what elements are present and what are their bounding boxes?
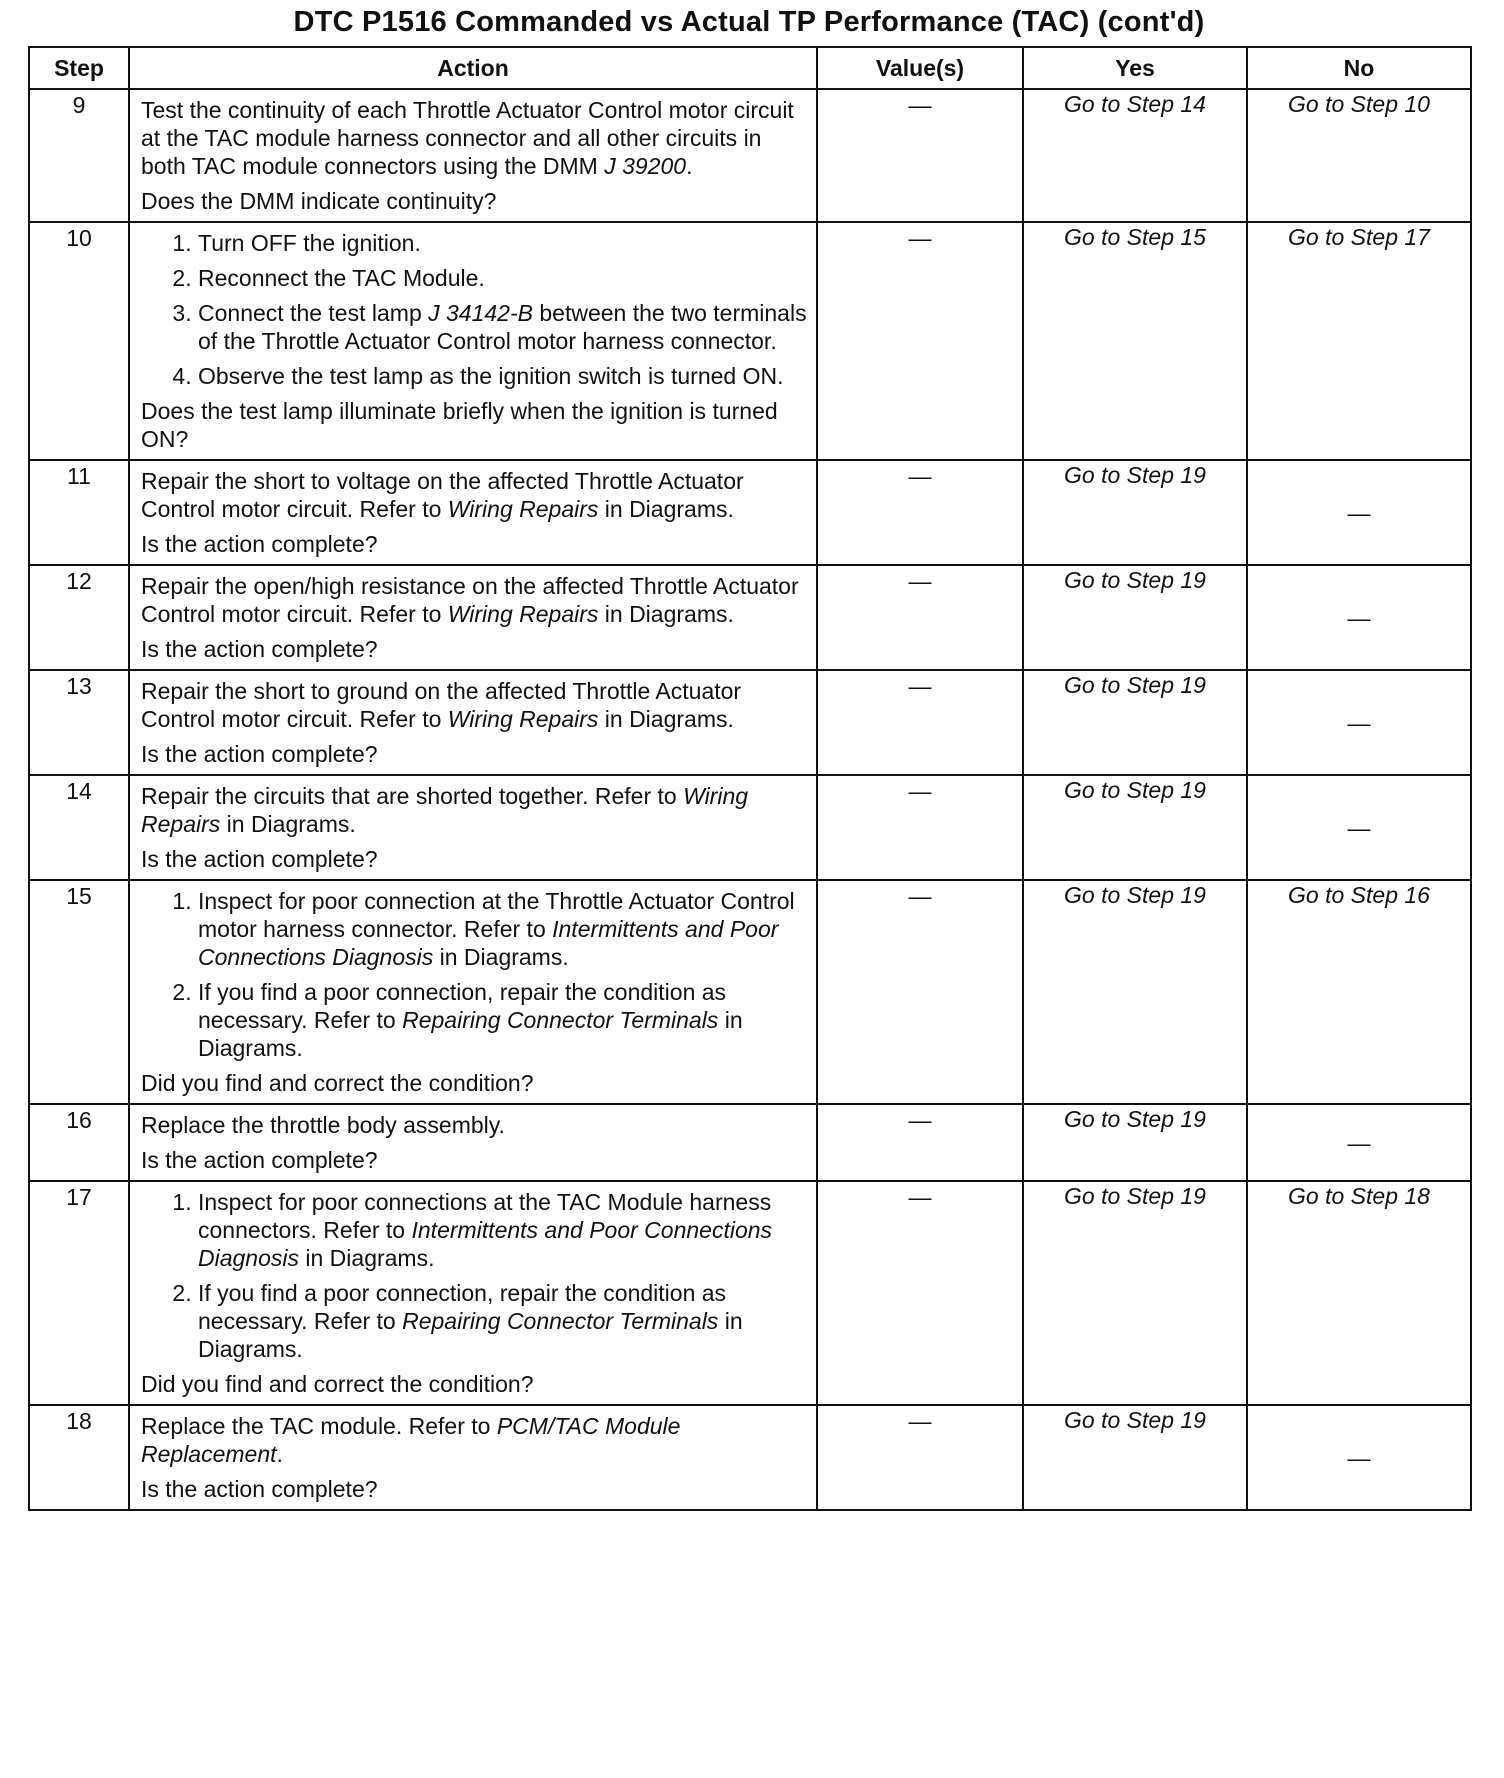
action-cell [129,565,817,670]
no-result: — [1247,775,1471,880]
page-title: DTC P1516 Commanded vs Actual TP Performance (TAC) (cont'd) [293,6,1205,38]
action-text-segment: in Diagrams. [220,811,356,837]
table-row [29,565,1471,670]
table-row [29,89,1471,222]
step-number: 10 [29,222,129,460]
reference-text: Wiring Repairs [141,783,749,837]
action-question: Is the action complete? [141,1476,378,1502]
table-header-row [29,47,1471,89]
action-question: Does the DMM indicate continuity? [141,188,497,214]
action-instruction [141,1412,808,1468]
action-text-segment: Inspect for poor connection at the Throttle Actuator Control motor harness connector. Refer to [198,888,795,942]
action-cell [129,670,817,775]
action-text-segment: in Diagrams. [299,1245,435,1271]
step-number: 15 [29,880,129,1104]
action-steps-list [141,1188,808,1363]
reference-text: Wiring Repairs [447,706,599,732]
action-text-segment: If you find a poor connection, repair the condition as necessary. Refer to [198,979,727,1033]
table-row [29,880,1471,1104]
action-text [141,572,808,663]
no-result: Go to Step 17 [1247,222,1471,460]
value-cell: — [817,670,1023,775]
action-steps-list [141,887,808,1062]
value-cell: — [817,880,1023,1104]
step-number: 14 [29,775,129,880]
action-step-item [198,299,808,355]
action-text-segment: in Diagrams. [598,706,734,732]
yes-result: Go to Step 19 [1023,1181,1247,1405]
action-text-segment: Reconnect the TAC Module. [198,265,485,291]
no-result: — [1247,1104,1471,1181]
step-number: 13 [29,670,129,775]
action-instruction [141,96,808,180]
header-yes: Yes [1023,47,1247,89]
value-cell: — [817,1181,1023,1405]
action-instruction [141,1111,808,1139]
action-text-segment: . [276,1441,283,1467]
action-step-item [198,978,808,1062]
value-cell: — [817,565,1023,670]
action-cell [129,775,817,880]
action-question: Does the test lamp illuminate briefly when the ignition is turned ON? [141,398,778,452]
no-result: — [1247,670,1471,775]
action-text-segment: If you find a poor connection, repair the condition as necessary. Refer to [198,1280,727,1334]
action-text-segment: in Diagrams. [198,1007,743,1061]
action-text-segment: Inspect for poor connections at the TAC Module harness connectors. Refer to [198,1189,772,1243]
action-question: Did you find and correct the condition? [141,1070,534,1096]
value-cell: — [817,1104,1023,1181]
action-text [141,677,808,768]
no-result: Go to Step 18 [1247,1181,1471,1405]
yes-result: Go to Step 19 [1023,1104,1247,1181]
diagnostic-table [28,46,1472,1511]
action-text [141,229,808,453]
action-step-item [198,887,808,971]
action-instruction [141,572,808,628]
action-text [141,782,808,873]
reference-text: Intermittents and Poor Connections Diagnosis [198,916,779,970]
step-number: 17 [29,1181,129,1405]
reference-text: J 39200 [604,153,687,179]
action-text [141,96,808,215]
reference-text: PCM/TAC Module Replacement [141,1413,681,1467]
action-text-segment: Replace the TAC module. Refer to [141,1413,497,1439]
step-number: 12 [29,565,129,670]
action-text-segment: in Diagrams. [433,944,569,970]
action-question: Did you find and correct the condition? [141,1371,534,1397]
action-question: Is the action complete? [141,531,378,557]
action-steps-list [141,229,808,390]
action-instruction [141,677,808,733]
action-text-segment: Test the continuity of each Throttle Actuator Control motor circuit at the TAC module harness connector and all other circuits in both TAC module connectors using the DMM [141,97,794,179]
table-row [29,775,1471,880]
no-result: Go to Step 10 [1247,89,1471,222]
reference-text: Wiring Repairs [447,496,599,522]
no-result: — [1247,565,1471,670]
reference-text: Intermittents and Poor Connections Diagnosis [198,1217,773,1271]
action-text-segment: Observe the test lamp as the ignition switch is turned ON. [198,363,784,389]
reference-text: J 34142-B [428,300,533,326]
action-step-item [198,1279,808,1363]
reference-text: Repairing Connector Terminals [402,1308,719,1334]
yes-result: Go to Step 19 [1023,775,1247,880]
no-result: — [1247,1405,1471,1510]
action-step-item [198,1188,808,1272]
action-text-segment: Turn OFF the ignition. [198,230,421,256]
value-cell: — [817,1405,1023,1510]
action-text-segment: in Diagrams. [598,496,734,522]
action-text [141,887,808,1097]
value-cell: — [817,89,1023,222]
action-cell [129,880,817,1104]
yes-result: Go to Step 19 [1023,880,1247,1104]
action-text-segment: Repair the short to ground on the affected Throttle Actuator Control motor circuit. Refer to [141,678,742,732]
action-text-segment: Replace the throttle body assembly. [141,1112,505,1138]
value-cell: — [817,222,1023,460]
header-step: Step [29,47,129,89]
action-text-segment: in Diagrams. [198,1308,743,1362]
header-no: No [1247,47,1471,89]
action-question: Is the action complete? [141,636,378,662]
action-text-segment: . [686,153,693,179]
action-text-segment: Repair the open/high resistance on the affected Throttle Actuator Control motor circuit. Refer to [141,573,799,627]
table-row [29,460,1471,565]
action-text [141,1111,808,1174]
table-row [29,670,1471,775]
action-text-segment: Connect the test lamp [198,300,429,326]
action-cell [129,1181,817,1405]
table-row [29,222,1471,460]
action-step-item [198,264,808,292]
header-values: Value(s) [817,47,1023,89]
action-text [141,1188,808,1398]
table-row [29,1104,1471,1181]
action-text-segment: Repair the short to voltage on the affected Throttle Actuator Control motor circuit. Refer to [141,468,744,522]
action-instruction [141,782,808,838]
table-row [29,1405,1471,1510]
yes-result: Go to Step 19 [1023,1405,1247,1510]
yes-result: Go to Step 19 [1023,670,1247,775]
step-number: 11 [29,460,129,565]
yes-result: Go to Step 19 [1023,565,1247,670]
action-text [141,467,808,558]
action-text-segment: Repair the circuits that are shorted together. Refer to [141,783,684,809]
yes-result: Go to Step 15 [1023,222,1247,460]
action-cell [129,222,817,460]
value-cell: — [817,775,1023,880]
action-question: Is the action complete? [141,741,378,767]
table-row [29,1181,1471,1405]
reference-text: Wiring Repairs [447,601,599,627]
yes-result: Go to Step 14 [1023,89,1247,222]
table-body [29,89,1471,1510]
step-number: 18 [29,1405,129,1510]
step-number: 9 [29,89,129,222]
action-cell [129,460,817,565]
yes-result: Go to Step 19 [1023,460,1247,565]
action-cell [129,1104,817,1181]
action-step-item [198,229,808,257]
reference-text: Repairing Connector Terminals [402,1007,719,1033]
step-number: 16 [29,1104,129,1181]
action-question: Is the action complete? [141,846,378,872]
action-instruction [141,467,808,523]
action-text-segment: between the two terminals of the Throttle Actuator Control motor harness connector. [198,300,807,354]
action-cell [129,89,817,222]
action-cell [129,1405,817,1510]
action-text-segment: in Diagrams. [598,601,734,627]
header-action: Action [129,47,817,89]
no-result: Go to Step 16 [1247,880,1471,1104]
action-step-item [198,362,808,390]
value-cell: — [817,460,1023,565]
action-text [141,1412,808,1503]
action-question: Is the action complete? [141,1147,378,1173]
no-result: — [1247,460,1471,565]
